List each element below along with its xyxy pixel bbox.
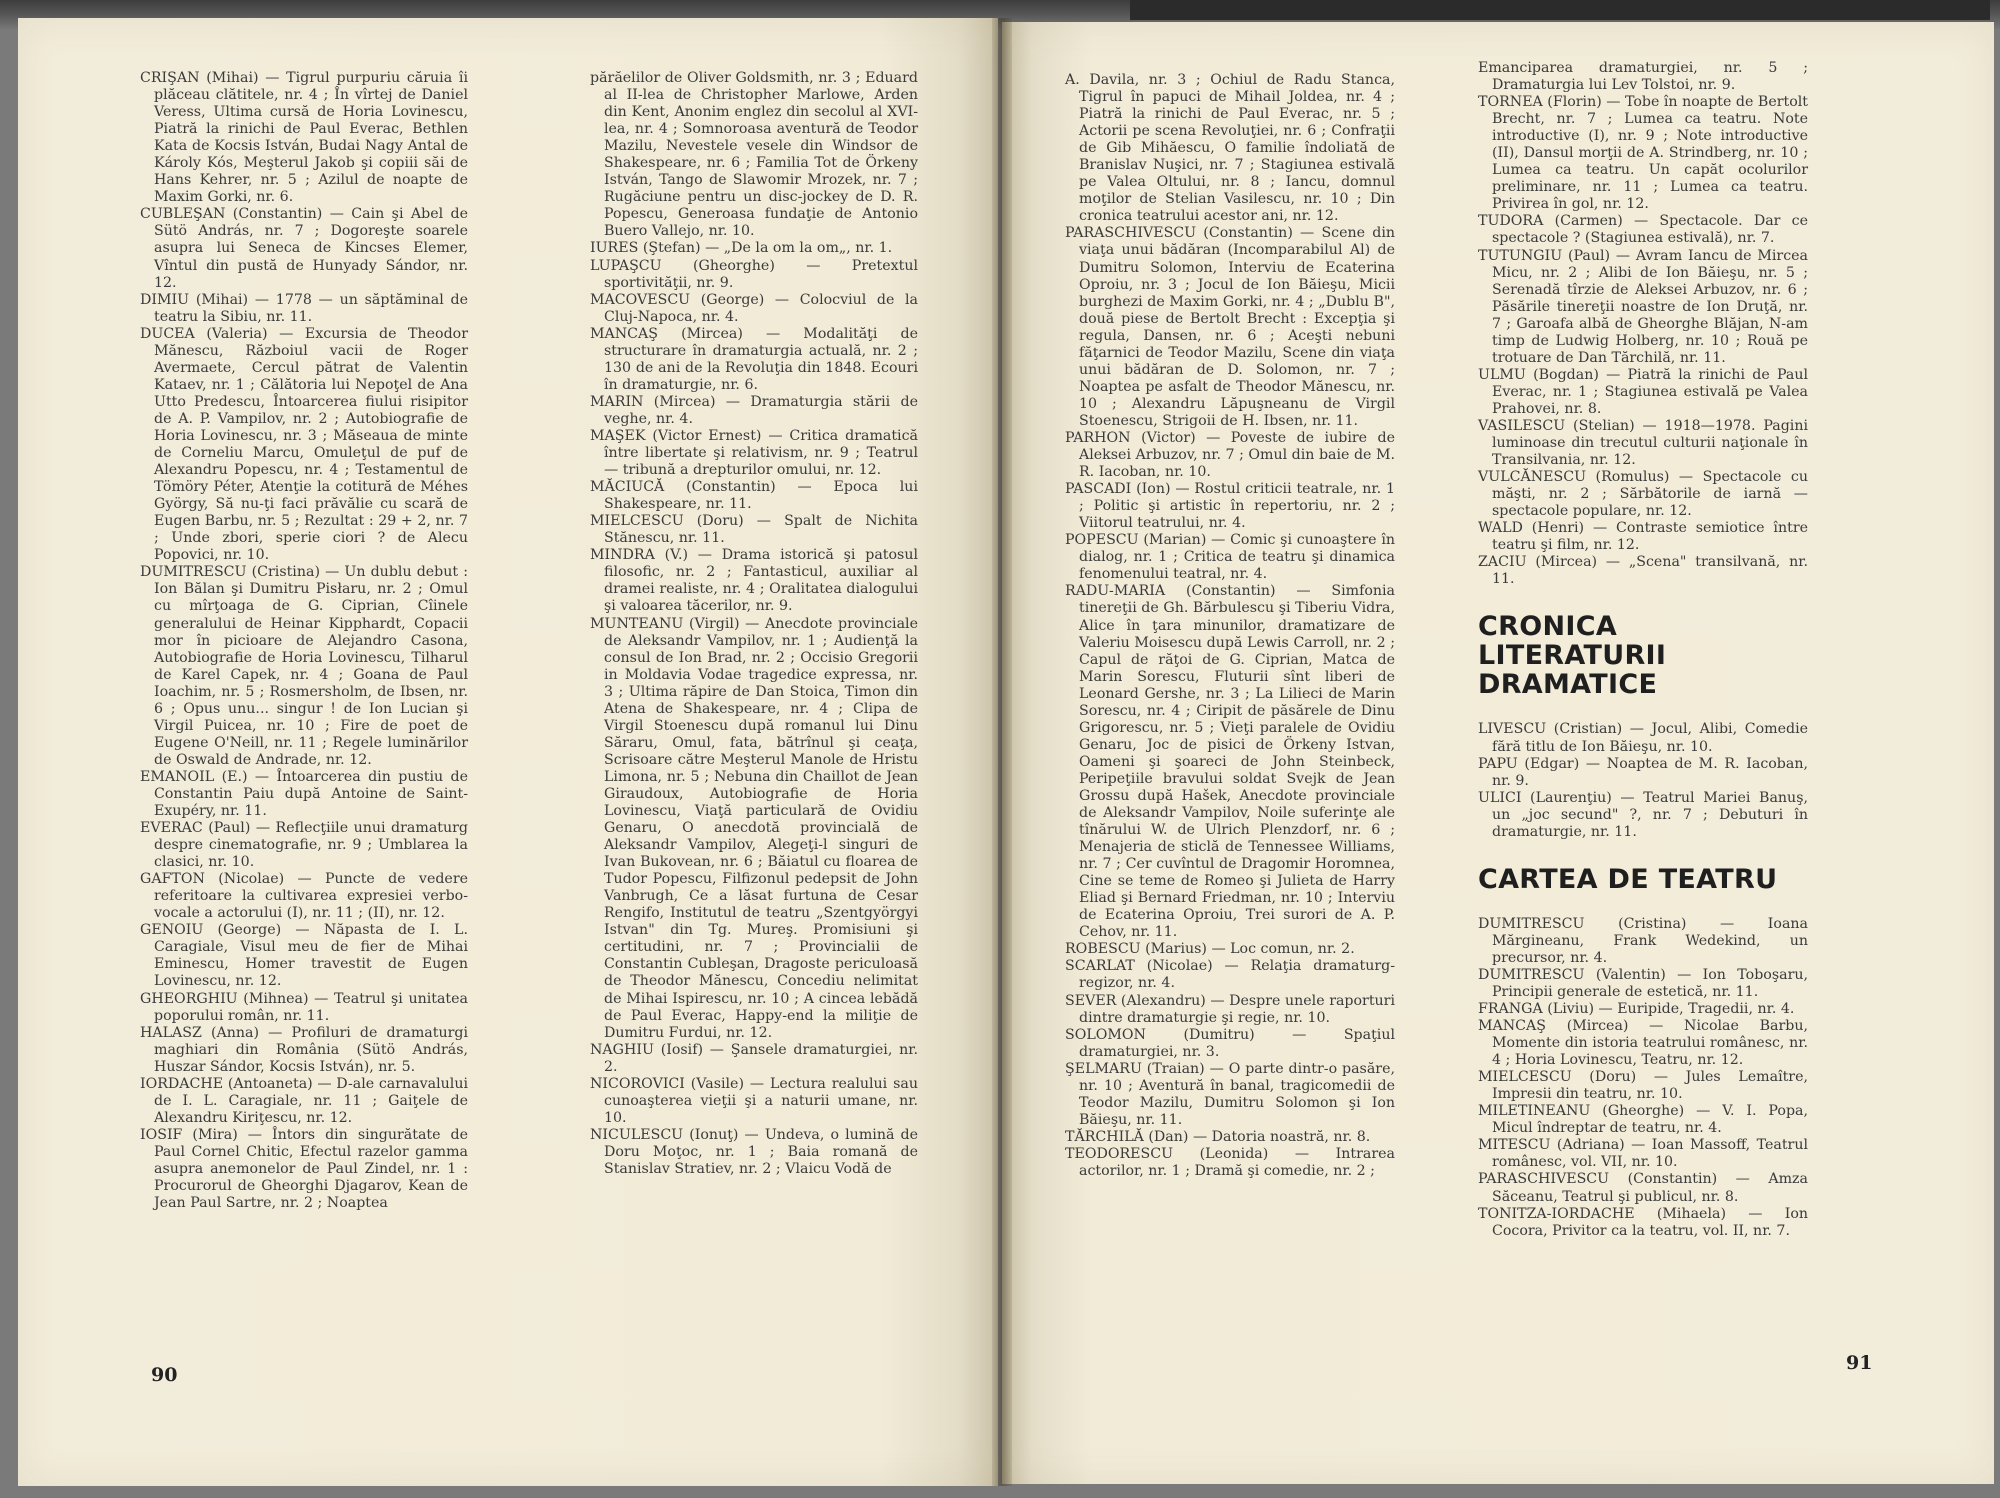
index-entry: MANCAŞ (Mircea) — Nicolae Barbu, Momente din istoria teatrului românesc, nr. 4 ; Horia Lovinescu, Teatru, nr. 12. xyxy=(1478,1018,1808,1069)
index-entry: MILETINEANU (Gheorghe) — V. I. Popa, Micul îndreptar de teatru, nr. 4. xyxy=(1478,1103,1808,1137)
index-entry: CRIŞAN (Mihai) — Tigrul purpuriu căruia îi plăceau clătitele, nr. 4 ; În vîrtej de Daniel Veress, Ultima cursă de Horia Lovinescu, Piatră la rinichi de Paul Everac, Bethlen Kata de Kocsis István, Budai Nagy Antal de Károly Kós, Meşterul Jakob şi copiii săi de Hans Kehrer, nr. 5 ; Azilul de noapte de Maxim Gorki, nr. 6. xyxy=(140,70,468,206)
index-entry: Emanciparea dramaturgiei, nr. 5 ; Dramaturgia lui Lev Tolstoi, nr. 9. xyxy=(1478,60,1808,94)
index-entry: PARASCHIVESCU (Constantin) — Amza Săceanu, Teatrul şi publicul, nr. 8. xyxy=(1478,1171,1808,1205)
index-entry: VULCĂNESCU (Romulus) — Spectacole cu măşti, nr. 2 ; Sărbătorile de iarnă — spectacole populare, nr. 12. xyxy=(1478,469,1808,520)
index-entry: FRANGA (Liviu) — Euripide, Tragedii, nr. 4. xyxy=(1478,1001,1795,1018)
index-entry: GAFTON (Nicolae) — Puncte de vedere referitoare la cultivarea expresiei verbo-vocale a actorului (I), nr. 11 ; (II), nr. 12. xyxy=(140,871,468,922)
index-entry: TUTUNGIU (Paul) — Avram Iancu de Mircea Micu, nr. 2 ; Alibi de Ion Băieşu, nr. 5 ; Serenadă tîrzie de Aleksei Arbuzov, nr. 6 ; Păsările tinereţii noastre de Ion Druţă, nr. 7 ; Garoafa albă de Gheorghe Blăjan, N-am timp de Ludwig Holberg, nr. 10 ; Rouă pe trotuare de Dan Tărchilă, nr. 11. xyxy=(1478,247,1808,366)
index-entry: MUNTEANU (Virgil) — Anecdote provinciale de Aleksandr Vampilov, nr. 1 ; Audienţă la consul de Ion Brad, nr. 2 ; Occisio Gregorii in Moldavia Vodae tragedice expressa, nr. 3 ; Ultima răpire de Dan Stoica, Timon din Atena de Shakespeare, nr. 4 ; Clipa de Virgil Stoenescu după romanul lui Dinu Săraru, Omul, fata, bătrînul şi ceaţa, Scrisoare către Meşterul Manole de Hristu Limona, nr. 5 ; Nebuna din Chaillot de Jean Giraudoux, Autobiografie de Horia Lovinescu, Viaţă particulară de Ovidiu Genaru, O anecdotă provincială de Aleksandr Vampilov, Alegeţi-l singuri de Ivan Bukovean, nr. 6 ; Băiatul cu floarea de Tudor Popescu, Filfizonul pedepsit de John Vanbrugh, Ce a lăsat furtuna de Cesar Rengifo, Institutul de teatru „Szentgyörgyi Istvan" din Tg. Mureş. Promisiuni şi certitudini, nr. 7 ; Provincialii de Constantin Cubleşan, Dragoste periculoasă de Theodor Mănescu, Concediu nelimitat de Mihai Ispirescu, nr. 10 ; A cincea lebădă de Paul Everac, Happy-end la miliţie de Dumitru Furdui, nr. 12. xyxy=(590,615,918,1041)
page-number-left: 90 xyxy=(151,1364,178,1386)
index-entry: MITESCU (Adriana) — Ioan Massoff, Teatrul românesc, vol. VII, nr. 10. xyxy=(1478,1137,1808,1171)
index-entry: ZACIU (Mircea) — „Scena" transilvană, nr. 11. xyxy=(1478,554,1808,588)
left-page-column-2 xyxy=(590,70,918,1178)
index-entry: VASILESCU (Stelian) — 1918—1978. Pagini luminoase din trecutul culturii naţionale în Transilvania, nr. 12. xyxy=(1478,417,1808,469)
page-number-right: 91 xyxy=(1846,1352,1873,1374)
index-entry: HALASZ (Anna) — Profiluri de dramaturgi maghiari din România (Sütö András, Huszar Sándor, Kocsis István), nr. 5. xyxy=(140,1024,468,1075)
index-entry: NICOROVICI (Vasile) — Lectura realului sau cunoaşterea vieţii şi a naturii umane, nr. 10. xyxy=(590,1075,918,1126)
index-entry: DIMIU (Mihai) — 1778 — un săptăminal de teatru la Sibiu, nr. 11. xyxy=(140,291,468,325)
index-entry: WALD (Henri) — Contraste semiotice între teatru şi film, nr. 12. xyxy=(1478,520,1808,554)
book-gutter xyxy=(992,18,1012,1486)
index-entry: SCARLAT (Nicolae) — Relaţia dramaturg-regizor, nr. 4. xyxy=(1065,958,1395,992)
index-entry: ROBESCU (Marius) — Loc comun, nr. 2. xyxy=(1065,941,1355,958)
index-entry: SEVER (Alexandru) — Despre unele raporturi dintre dramaturgie şi regie, nr. 10. xyxy=(1065,992,1395,1026)
index-entry: MAŞEK (Victor Ernest) — Critica dramatică între libertate şi relativism, nr. 9 ; Teatrul — tribună a drepturilor omului, nr. 12. xyxy=(590,427,918,479)
index-entry: MIELCESCU (Doru) — Jules Lemaître, Impresii din teatru, nr. 10. xyxy=(1478,1069,1808,1103)
index-entry: LUPAŞCU (Gheorghe) — Pretextul sportivităţii, nr. 9. xyxy=(590,257,918,291)
section-heading-cartea: CARTEA DE TEATRU xyxy=(1478,863,1778,895)
index-entry: TĂRCHILĂ (Dan) — Datoria noastră, nr. 8. xyxy=(1065,1128,1371,1145)
cartea-entries xyxy=(1478,916,1808,1240)
index-entry: POPESCU (Marian) — Comic şi cunoaştere în dialog, nr. 1 ; Critica de teatru şi dinamica fenomenului teatral, nr. 4. xyxy=(1065,532,1395,583)
index-entry: MĂCIUCĂ (Constantin) — Epoca lui Shakespeare, nr. 11. xyxy=(590,479,918,513)
index-entry: ULICI (Laurenţiu) — Teatrul Mariei Banuş, un „joc secund" ?, nr. 7 ; Debuturi în dramaturgie, nr. 11. xyxy=(1478,789,1808,840)
index-entry: GHEORGHIU (Mihnea) — Teatrul şi unitatea poporului român, nr. 11. xyxy=(140,990,468,1024)
index-entry: TEODORESCU (Leonida) — Intrarea actorilor, nr. 1 ; Dramă şi comedie, nr. 2 ; xyxy=(1065,1145,1395,1179)
index-entry: IURES (Ştefan) — „De la om la om„, nr. 1. xyxy=(590,240,893,257)
index-entry: EVERAC (Paul) — Reflecţiile unui dramaturg despre cinematografie, nr. 9 ; Umblarea la clasici, nr. 10. xyxy=(140,820,468,871)
index-entry: NAGHIU (Iosif) — Şansele dramaturgiei, nr. 2. xyxy=(590,1041,918,1075)
continued-entries xyxy=(1478,60,1808,588)
index-entry: A. Davila, nr. 3 ; Ochiul de Radu Stanca, Tigrul în papuci de Mihail Joldea, nr. 4 ; Piatră la rinichi de Paul Everac, nr. 5 ; Actorii pe scena Revoluţiei, nr. 6 ; Confraţii de Gib Mihăescu, O familie îndoliată de Branislav Nuşici, nr. 7 ; Stagiunea estivală pe Valea Oltului, nr. 8 ; Iancu, domnul moţilor de Stelian Vasilescu, nr. 10 ; Din cronica teatrului acestor ani, nr. 12. xyxy=(1065,72,1395,225)
index-entry: PAPU (Edgar) — Noaptea de M. R. Iacoban, nr. 9. xyxy=(1478,755,1808,789)
cronica-entries xyxy=(1478,721,1808,840)
index-entry: GENOIU (George) — Năpasta de I. L. Caragiale, Visul meu de fier de Mihai Eminescu, Homer travestit de Eugen Lovinescu, nr. 12. xyxy=(140,922,468,990)
index-entry: DUMITRESCU (Valentin) — Ion Toboşaru, Principii generale de estetică, nr. 11. xyxy=(1478,966,1808,1000)
index-entry: ULMU (Bogdan) — Piatră la rinichi de Paul Everac, nr. 1 ; Stagiunea estivală pe Valea Prahovei, nr. 8. xyxy=(1478,366,1808,417)
index-entry: DUMITRESCU (Cristina) — Un dublu debut : Ion Bălan şi Dumitru Pisłaru, nr. 2 ; Omul cu mîrţoaga de G. Ciprian, Cîinele generalului de Heinar Kipphardt, Copacii mor în picioare de Alejandro Casona, Autobiografie de Horia Lovinescu, Tilharul de Karel Capek, nr. 4 ; Goana de Paul Ioachim, nr. 5 ; Rosmersholm, de Ibsen, nr. 6 ; Opus unu... singur ! de Ion Lucian şi Virgil Puicea, nr. 10 ; Fire de poet de Eugene O'Neill, nr. 11 ; Regele luminărilor de Oswald de Andrade, nr. 12. xyxy=(140,564,468,768)
index-entry: EMANOIL (E.) — Întoarcerea din pustiu de Constantin Paiu după Antoine de Saint-Exupéry, nr. 11. xyxy=(140,768,468,820)
index-entry: PARHON (Victor) — Poveste de iubire de Alekse​i Arbuzov, nr. 7 ; Omul din baie de M. R. Iacoban, nr. 10. xyxy=(1065,429,1395,481)
index-entry: MACOVESCU (George) — Colocviul de la Cluj-Napoca, nr. 4. xyxy=(590,291,918,325)
index-entry: CUBLEŞAN (Constantin) — Cain şi Abel de Sütö András, nr. 7 ; Dogoreşte soarele asupra lui Seneca de Kincses Elemer, Vîntul din pustă de Hunyady Sándor, nr. 12. xyxy=(140,206,468,291)
index-entry: MANCAŞ (Mircea) — Modalităţi de structurare în dramaturgia actuală, nr. 2 ; 130 de ani de la Revoluţia din 1848. Ecouri în dramaturgie, nr. 6. xyxy=(590,325,918,393)
index-entry: IORDACHE (Antoaneta) — D-ale carnavalului de I. L. Caragiale, nr. 11 ; Gaiţele de Alexandru Kiriţescu, nr. 12. xyxy=(140,1075,468,1126)
left-page-column-1 xyxy=(140,70,468,1212)
index-entry: DUMITRESCU (Cristina) — Ioana Mărgineanu, Frank Wedekind, un precursor, nr. 4. xyxy=(1478,915,1808,966)
index-entry: PARASCHIVESCU (Constantin) — Scene din viaţa unui bădăran (Incomparabilul Al) de Dumitru Solomon, Interviu de Ecaterina Oproiu, nr. 3 ; Jocul de Ion Băieşu, Micii burghezi de Maxim Gorki, nr. 4 ; „Dublu B", două piese de Bertolt Brecht : Excepţia şi regula, Dansen, nr. 6 ; Aceşti nebuni făţarnici de Teodor Mazilu, Scene din viaţa unui bădăran de D. Solomon, nr. 7 ; Noaptea pe asfalt de Theodor Mănescu, nr. 10 ; Alexandru Lăpuşneanu de Virgil Stoenescu, Strigoii de H. Ibsen, nr. 11. xyxy=(1065,225,1395,429)
index-entry: PASCADI (Ion) — Rostul criticii teatrale, nr. 1 ; Politic şi artistic în repertoriu, nr. 2 ; Viitorul teatrului, nr. 4. xyxy=(1065,481,1395,532)
index-entry: MINDRA (V.) — Drama istorică şi patosul filosofic, nr. 2 ; Fantasticul, auxiliar al dramei realiste, nr. 4 ; Oralitatea dialogului şi valoarea tăcerilor, nr. 9. xyxy=(590,547,918,615)
index-entry: MARIN (Mircea) — Dramaturgia stării de veghe, nr. 4. xyxy=(590,393,918,427)
right-page-column-1 xyxy=(1065,72,1395,1180)
index-entry: NICULESCU (Ionuţ) — Undeva, o lumină de Doru Moţoc, nr. 1 ; Baia romană de Stanislav Stratiev, nr. 2 ; Vlaicu Vodă de xyxy=(590,1126,918,1177)
right-page-column-2 xyxy=(1478,60,1808,1240)
index-entry: părăelilor de Oliver Goldsmith, nr. 3 ; Eduard al II-lea de Christopher Marlowe, Arden din Kent, Anonim englez din secolul al XVI-lea, nr. 4 ; Somnoroasa aventură de Teodor Mazilu, Nevestele vesele din Windsor de Shakespeare, nr. 6 ; Familia Tot de Örkeny István, Tango de Slawomir Mrozek, nr. 7 ; Rugăciune pentru un disc-jockey de D. R. Popescu, Generoasa fundaţie de Antonio Buero Vallejo, nr. 10. xyxy=(590,70,918,240)
index-entry: DUCEA (Valeria) — Excursia de Theodor Mănescu, Războiul vacii de Roger Avermaete, Cercul pătrat de Valentin Kataev, nr. 1 ; Călătoria lui Nepoţel de Ana Utto Predescu, Întoarcerea fiului risipitor de A. P. Vampilov, nr. 2 ; Autobiografie de Horia Lovinescu, nr. 3 ; Măseaua de minte de Corneliu Marcu, Omuleţul de puf de Alexandru Popescu, nr. 4 ; Testamentul de Tömöry Péter, Atenţie la cotitură de Méhes György, Să nu-ţi faci prăvălie cu scară de Eugen Barbu, nr. 5 ; Rezultat : 29 + 2, nr. 7 ; Unde zbori, sperie ciori ? de Alecu Popovici, nr. 10. xyxy=(140,325,468,564)
index-entry: TONITZA-IORDACHE (Mihaela) — Ion Cocora, Privitor ca la teatru, vol. II, nr. 7. xyxy=(1478,1205,1808,1239)
index-entry: MIELCESCU (Doru) — Spalt de Nichita Stănescu, nr. 11. xyxy=(590,513,918,547)
index-entry: SOLOMON (Dumitru) — Spaţiul dramaturgiei, nr. 3. xyxy=(1065,1026,1395,1060)
index-entry: IOSIF (Mira) — Întors din singurătate de Paul Cornel Chitic, Efectul razelor gamma asupra anemonelor de Paul Zindel, nr. 1 : Procurorul de Gheorghi Djagarov, Kean de Jean Paul Sartre, nr. 2 ; Noaptea xyxy=(140,1126,468,1212)
index-entry: LIVESCU (Cristian) — Jocul, Alibi, Comedie fără titlu de Ion Băieşu, nr. 10. xyxy=(1478,721,1808,755)
top-edge-strip xyxy=(1130,0,1990,20)
index-entry: TORNEA (Florin) — Tobe în noapte de Bertolt Brecht, nr. 7 ; Lumea ca teatru. Note introductive (I), nr. 9 ; Note introductive (II), Dansul morţii de A. Strindberg, nr. 10 ; Lumea ca teatru. Un capăt ocolurilor preliminare, nr. 11 ; Lumea ca teatru. Privirea în gol, nr. 12. xyxy=(1478,94,1808,213)
index-entry: RADU-MARIA (Constantin) — Simfonia tinereţii de Gh. Bărbulescu şi Tiberiu Vidra, Alice în ţara minunilor, dramatizare de Valeriu Moisescu după Lewis Carroll, nr. 2 ; Capul de răţoi de G. Ciprian, Matca de Marin Sorescu, Fluturii sînt liberi de Leonard Gershe, nr. 3 ; La Lilieci de Marin Sorescu, nr. 4 ; Ciripit de păsărele de Dinu Grigorescu, nr. 5 ; Vieţi paralele de Ovidiu Genaru, Joc de pisici de Örkeny Istvan, Oameni şi şoareci de John Steinbeck, Peripeţiile bravului soldat Svejk de Jean Grossu după Hašek, Anecdote provinciale de Aleksandr Vampilov, Noile suferinţe ale tînărului W. de Ulrich Plenzdorf, nr. 6 ; Menajeria de sticlă de Tennessee Williams, nr. 7 ; Cer cuvîntul de Dragomir Horomnea, Cine se teme de Romeo şi Julieta de Harry Eliad şi Bernard Friedman, nr. 10 ; Interviu de Ecaterina Oproiu, Trei surori de A. P. Cehov, nr. 11. xyxy=(1065,583,1395,941)
section-heading-cronica: CRONICA LITERATURII DRAMATICE xyxy=(1478,611,1667,701)
index-entry: ŞELMARU (Traian) — O parte dintr-o pasăre, nr. 10 ; Aventură în banal, tragicomedii de Teodor Mazilu, Dumitru Solomon şi Ion Băieşu, nr. 11. xyxy=(1065,1060,1395,1128)
index-entry: TUDORA (Carmen) — Spectacole. Dar ce spectacole ? (Stagiunea estivală), nr. 7. xyxy=(1478,213,1808,247)
